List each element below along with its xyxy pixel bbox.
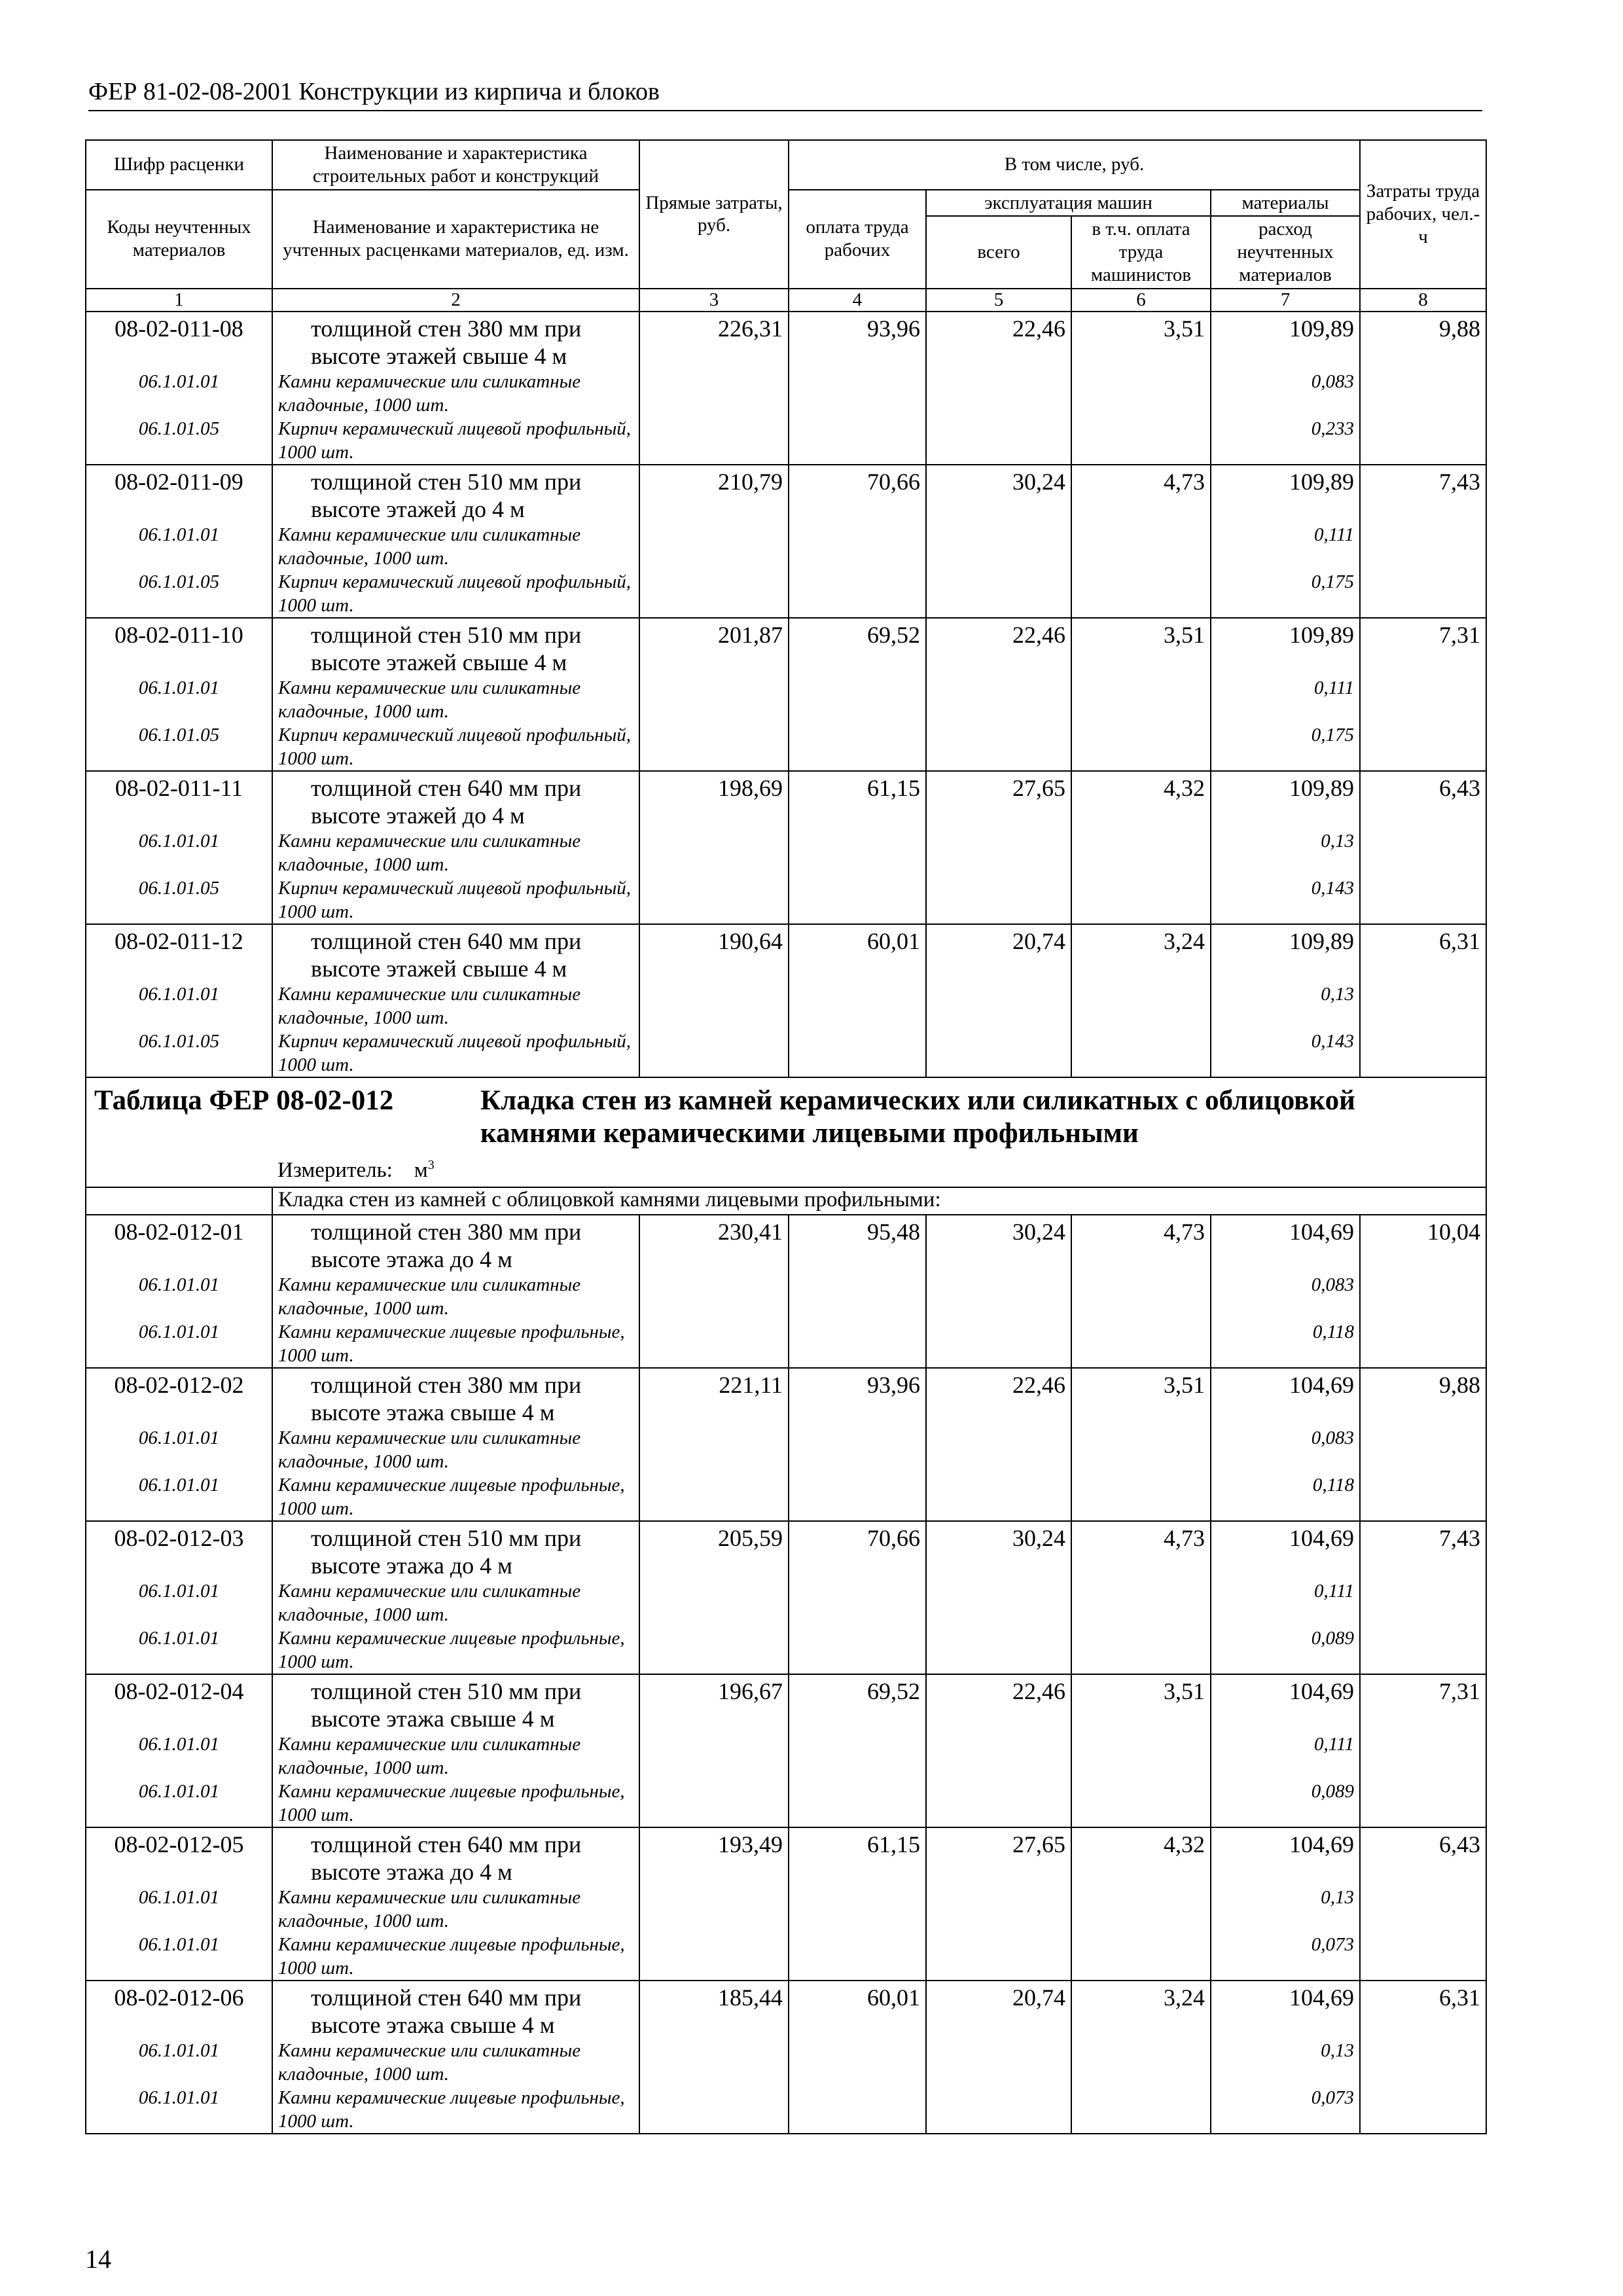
material-row xyxy=(86,1030,1486,1077)
material-name: Кирпич керамический лицевой профильный, 1000 шт. xyxy=(272,570,639,618)
direct-cost: 190,64 xyxy=(639,924,789,982)
table-row xyxy=(86,1827,1486,1886)
col-number: 3 xyxy=(639,289,789,312)
material-code: 06.1.01.01 xyxy=(86,1626,272,1674)
material-code: 06.1.01.01 xyxy=(86,1933,272,1981)
page-header: ФЕР 81-02-08-2001 Конструкции из кирпича и блоков xyxy=(88,77,1482,111)
material-row xyxy=(86,723,1486,771)
material-qty: 0,118 xyxy=(1211,1320,1360,1368)
material-code: 06.1.01.01 xyxy=(86,1579,272,1626)
material-name: Камни керамические лицевые профильные, 1000 шт. xyxy=(272,1933,639,1981)
material-name: Камни керамические или силикатные кладочные, 1000 шт. xyxy=(272,1886,639,1933)
material-row xyxy=(86,1473,1486,1521)
table-row xyxy=(86,1215,1486,1273)
material-code: 06.1.01.01 xyxy=(86,829,272,876)
table-row xyxy=(86,1981,1486,2039)
material-name: Камни керамические лицевые профильные, 1000 шт. xyxy=(272,1473,639,1521)
material-qty: 0,118 xyxy=(1211,1473,1360,1521)
material-code: 06.1.01.05 xyxy=(86,876,272,924)
material-qty: 0,175 xyxy=(1211,570,1360,618)
material-qty: 0,233 xyxy=(1211,417,1360,465)
material-code: 06.1.01.01 xyxy=(86,1320,272,1368)
material-name: Камни керамические лицевые профильные, 1000 шт. xyxy=(272,1780,639,1827)
material-name: Камни керамические или силикатные кладочные, 1000 шт. xyxy=(272,1273,639,1320)
labor-pay: 93,96 xyxy=(789,1368,926,1426)
machinists-pay: 4,32 xyxy=(1071,771,1211,829)
materials-cost: 104,69 xyxy=(1211,1981,1360,2039)
machinists-pay: 3,51 xyxy=(1071,618,1211,676)
material-name: Камни керамические или силикатные кладочные, 1000 шт. xyxy=(272,523,639,570)
labor-hours: 6,43 xyxy=(1360,771,1486,829)
rate-description: толщиной стен 380 мм при высоте этажей свыше 4 м xyxy=(272,312,639,370)
direct-cost: 201,87 xyxy=(639,618,789,676)
materials-cost: 109,89 xyxy=(1211,771,1360,829)
machines-total: 20,74 xyxy=(926,924,1071,982)
material-row xyxy=(86,1933,1486,1981)
machinists-pay: 3,24 xyxy=(1071,924,1211,982)
material-name: Камни керамические или силикатные кладочные, 1000 шт. xyxy=(272,370,639,417)
material-row xyxy=(86,1732,1486,1780)
material-qty: 0,111 xyxy=(1211,1579,1360,1626)
material-row xyxy=(86,829,1486,876)
labor-hours: 9,88 xyxy=(1360,312,1486,370)
material-code: 06.1.01.01 xyxy=(86,1780,272,1827)
rate-code: 08-02-011-11 xyxy=(86,771,272,829)
material-code: 06.1.01.01 xyxy=(86,1273,272,1320)
rate-description: толщиной стен 380 мм при высоте этажа до 4 м xyxy=(272,1215,639,1273)
materials-cost: 104,69 xyxy=(1211,1827,1360,1886)
material-qty: 0,073 xyxy=(1211,1933,1360,1981)
labor-pay: 95,48 xyxy=(789,1215,926,1273)
meter-unit: м xyxy=(414,1158,428,1182)
material-qty: 0,111 xyxy=(1211,676,1360,723)
material-row xyxy=(86,570,1486,618)
header-incl: В том числе, руб. xyxy=(789,140,1360,190)
material-name: Кирпич керамический лицевой профильный, 1000 шт. xyxy=(272,1030,639,1077)
machines-total: 22,46 xyxy=(926,1368,1071,1426)
machinists-pay: 3,51 xyxy=(1071,1368,1211,1426)
table-title-block xyxy=(86,1077,1486,1158)
table-row xyxy=(86,1674,1486,1732)
table-title: Кладка стен из камней керамических или силикатных с облицовкой камнями керамическими лицевыми профильными xyxy=(480,1085,1355,1149)
header-code: Шифр расценки xyxy=(86,140,272,190)
material-qty: 0,13 xyxy=(1211,982,1360,1030)
machines-total: 30,24 xyxy=(926,1215,1071,1273)
material-qty: 0,111 xyxy=(1211,1732,1360,1780)
direct-cost: 185,44 xyxy=(639,1981,789,2039)
labor-hours: 6,43 xyxy=(1360,1827,1486,1886)
machines-total: 27,65 xyxy=(926,1827,1071,1886)
header-mat-codes: Коды неучтенных материалов xyxy=(86,190,272,289)
material-name: Камни керамические или силикатные кладочные, 1000 шт. xyxy=(272,1579,639,1626)
material-code: 06.1.01.05 xyxy=(86,570,272,618)
material-qty: 0,143 xyxy=(1211,1030,1360,1077)
material-code: 06.1.01.01 xyxy=(86,2039,272,2086)
rates-table xyxy=(85,139,1487,2134)
material-row xyxy=(86,370,1486,417)
labor-pay: 69,52 xyxy=(789,618,926,676)
rate-description: толщиной стен 380 мм при высоте этажа свыше 4 м xyxy=(272,1368,639,1426)
col-number: 1 xyxy=(86,289,272,312)
material-code: 06.1.01.01 xyxy=(86,523,272,570)
materials-cost: 104,69 xyxy=(1211,1521,1360,1579)
labor-pay: 60,01 xyxy=(789,924,926,982)
machines-total: 30,24 xyxy=(926,465,1071,523)
material-name: Кирпич керамический лицевой профильный, 1000 шт. xyxy=(272,876,639,924)
header-labor-pay: оплата труда рабочих xyxy=(789,190,926,289)
rate-description: толщиной стен 510 мм при высоте этажа до 4 м xyxy=(272,1521,639,1579)
rate-code: 08-02-011-08 xyxy=(86,312,272,370)
col-number: 6 xyxy=(1071,289,1211,312)
materials-cost: 109,89 xyxy=(1211,924,1360,982)
material-row xyxy=(86,982,1486,1030)
section-intro: Кладка стен из камней с облицовкой камнями лицевыми профильными: xyxy=(272,1187,1486,1215)
labor-hours: 7,43 xyxy=(1360,1521,1486,1579)
rate-description: толщиной стен 640 мм при высоте этажей свыше 4 м xyxy=(272,924,639,982)
machinists-pay: 4,73 xyxy=(1071,465,1211,523)
col-number: 5 xyxy=(926,289,1071,312)
header-machines: эксплуатация машин xyxy=(926,190,1211,217)
material-name: Камни керамические или силикатные кладочные, 1000 шт. xyxy=(272,676,639,723)
rate-code: 08-02-012-02 xyxy=(86,1368,272,1426)
material-code: 06.1.01.01 xyxy=(86,1426,272,1473)
rate-code: 08-02-012-05 xyxy=(86,1827,272,1886)
rate-code: 08-02-012-01 xyxy=(86,1215,272,1273)
material-code: 06.1.01.01 xyxy=(86,2086,272,2134)
rate-description: толщиной стен 640 мм при высоте этажа до 4 м xyxy=(272,1827,639,1886)
material-qty: 0,089 xyxy=(1211,1626,1360,1674)
table-row xyxy=(86,312,1486,370)
material-qty: 0,073 xyxy=(1211,2086,1360,2134)
material-row xyxy=(86,1626,1486,1674)
material-name: Камни керамические или силикатные кладочные, 1000 шт. xyxy=(272,2039,639,2086)
direct-cost: 196,67 xyxy=(639,1674,789,1732)
material-code: 06.1.01.01 xyxy=(86,1732,272,1780)
materials-cost: 109,89 xyxy=(1211,312,1360,370)
material-row xyxy=(86,523,1486,570)
direct-cost: 205,59 xyxy=(639,1521,789,1579)
material-row xyxy=(86,1320,1486,1368)
machines-total: 22,46 xyxy=(926,618,1071,676)
labor-hours: 10,04 xyxy=(1360,1215,1486,1273)
meter xyxy=(272,1158,1486,1187)
material-code: 06.1.01.01 xyxy=(86,676,272,723)
material-qty: 0,083 xyxy=(1211,370,1360,417)
labor-hours: 6,31 xyxy=(1360,924,1486,982)
material-name: Камни керамические или силикатные кладочные, 1000 шт. xyxy=(272,1426,639,1473)
labor-pay: 70,66 xyxy=(789,1521,926,1579)
material-qty: 0,089 xyxy=(1211,1780,1360,1827)
machines-total: 20,74 xyxy=(926,1981,1071,2039)
table-row xyxy=(86,465,1486,523)
col-number: 8 xyxy=(1360,289,1486,312)
rate-code: 08-02-012-04 xyxy=(86,1674,272,1732)
material-code: 06.1.01.01 xyxy=(86,1473,272,1521)
machines-total: 27,65 xyxy=(926,771,1071,829)
material-name: Кирпич керамический лицевой профильный, 1000 шт. xyxy=(272,723,639,771)
rate-code: 08-02-012-06 xyxy=(86,1981,272,2039)
materials-cost: 109,89 xyxy=(1211,618,1360,676)
machinists-pay: 4,73 xyxy=(1071,1521,1211,1579)
header-name: Наименование и характеристика строительных работ и конструкций xyxy=(272,140,639,190)
material-row xyxy=(86,1780,1486,1827)
material-row xyxy=(86,1426,1486,1473)
material-code: 06.1.01.01 xyxy=(86,1886,272,1933)
material-qty: 0,111 xyxy=(1211,523,1360,570)
direct-cost: 198,69 xyxy=(639,771,789,829)
direct-cost: 193,49 xyxy=(639,1827,789,1886)
machinists-pay: 3,24 xyxy=(1071,1981,1211,2039)
material-qty: 0,13 xyxy=(1211,829,1360,876)
table-row xyxy=(86,771,1486,829)
labor-hours: 9,88 xyxy=(1360,1368,1486,1426)
material-qty: 0,083 xyxy=(1211,1426,1360,1473)
labor-hours: 7,31 xyxy=(1360,618,1486,676)
rate-description: толщиной стен 640 мм при высоте этажей до 4 м xyxy=(272,771,639,829)
material-name: Камни керамические лицевые профильные, 1000 шт. xyxy=(272,1626,639,1674)
materials-cost: 104,69 xyxy=(1211,1674,1360,1732)
header-materials-sub: расход неучтенных материалов xyxy=(1211,216,1360,288)
material-qty: 0,13 xyxy=(1211,2039,1360,2086)
labor-pay: 60,01 xyxy=(789,1981,926,2039)
meter-label: Измеритель: xyxy=(277,1158,393,1182)
header-mat-names: Наименование и характеристика не учтенных расценками материалов, ед. изм. xyxy=(272,190,639,289)
material-row xyxy=(86,876,1486,924)
material-name: Камни керамические или силикатные кладочные, 1000 шт. xyxy=(272,1732,639,1780)
material-row xyxy=(86,1273,1486,1320)
material-code: 06.1.01.05 xyxy=(86,723,272,771)
material-code: 06.1.01.05 xyxy=(86,1030,272,1077)
table-row xyxy=(86,1521,1486,1579)
material-row xyxy=(86,1579,1486,1626)
material-qty: 0,175 xyxy=(1211,723,1360,771)
col-number: 4 xyxy=(789,289,926,312)
material-name: Камни керамические или силикатные кладочные, 1000 шт. xyxy=(272,829,639,876)
material-qty: 0,143 xyxy=(1211,876,1360,924)
col-number: 2 xyxy=(272,289,639,312)
material-row xyxy=(86,1886,1486,1933)
material-name: Камни керамические лицевые профильные, 1000 шт. xyxy=(272,2086,639,2134)
materials-cost: 104,69 xyxy=(1211,1368,1360,1426)
table-row xyxy=(86,1368,1486,1426)
material-name: Камни керамические или силикатные кладочные, 1000 шт. xyxy=(272,982,639,1030)
material-qty: 0,083 xyxy=(1211,1273,1360,1320)
material-qty: 0,13 xyxy=(1211,1886,1360,1933)
rate-description: толщиной стен 510 мм при высоте этажа свыше 4 м xyxy=(272,1674,639,1732)
machines-total: 22,46 xyxy=(926,312,1071,370)
labor-pay: 61,15 xyxy=(789,1827,926,1886)
machines-total: 30,24 xyxy=(926,1521,1071,1579)
materials-cost: 109,89 xyxy=(1211,465,1360,523)
material-row xyxy=(86,676,1486,723)
machinists-pay: 4,73 xyxy=(1071,1215,1211,1273)
material-code: 06.1.01.01 xyxy=(86,370,272,417)
table-row xyxy=(86,924,1486,982)
machinists-pay: 3,51 xyxy=(1071,1674,1211,1732)
machines-total: 22,46 xyxy=(926,1674,1071,1732)
header-direct: Прямые затраты, руб. xyxy=(639,140,789,289)
rate-code: 08-02-011-09 xyxy=(86,465,272,523)
direct-cost: 210,79 xyxy=(639,465,789,523)
table-row xyxy=(86,618,1486,676)
rate-description: толщиной стен 510 мм при высоте этажей до 4 м xyxy=(272,465,639,523)
material-row xyxy=(86,417,1486,465)
header-materials: материалы xyxy=(1211,190,1360,217)
labor-pay: 61,15 xyxy=(789,771,926,829)
header-labor: Затраты труда рабочих, чел.-ч xyxy=(1360,140,1486,289)
material-name: Кирпич керамический лицевой профильный, 1000 шт. xyxy=(272,417,639,465)
header-machines-total: всего xyxy=(926,216,1071,288)
meter-sup: 3 xyxy=(427,1157,435,1172)
labor-hours: 6,31 xyxy=(1360,1981,1486,2039)
material-name: Камни керамические лицевые профильные, 1000 шт. xyxy=(272,1320,639,1368)
machinists-pay: 4,32 xyxy=(1071,1827,1211,1886)
rate-description: толщиной стен 640 мм при высоте этажа свыше 4 м xyxy=(272,1981,639,2039)
col-number: 7 xyxy=(1211,289,1360,312)
labor-pay: 69,52 xyxy=(789,1674,926,1732)
direct-cost: 221,11 xyxy=(639,1368,789,1426)
material-code: 06.1.01.01 xyxy=(86,982,272,1030)
material-row xyxy=(86,2086,1486,2134)
direct-cost: 230,41 xyxy=(639,1215,789,1273)
machinists-pay: 3,51 xyxy=(1071,312,1211,370)
labor-pay: 70,66 xyxy=(789,465,926,523)
rate-description: толщиной стен 510 мм при высоте этажей свыше 4 м xyxy=(272,618,639,676)
material-row xyxy=(86,2039,1486,2086)
table-label: Таблица ФЕР 08-02-012 xyxy=(94,1085,394,1116)
materials-cost: 104,69 xyxy=(1211,1215,1360,1273)
direct-cost: 226,31 xyxy=(639,312,789,370)
rate-code: 08-02-011-10 xyxy=(86,618,272,676)
page-number: 14 xyxy=(85,2244,111,2274)
labor-pay: 93,96 xyxy=(789,312,926,370)
material-code: 06.1.01.05 xyxy=(86,417,272,465)
rate-code: 08-02-012-03 xyxy=(86,1521,272,1579)
rate-code: 08-02-011-12 xyxy=(86,924,272,982)
labor-hours: 7,31 xyxy=(1360,1674,1486,1732)
labor-hours: 7,43 xyxy=(1360,465,1486,523)
header-machinists: в т.ч. оплата труда машинистов xyxy=(1071,216,1211,288)
